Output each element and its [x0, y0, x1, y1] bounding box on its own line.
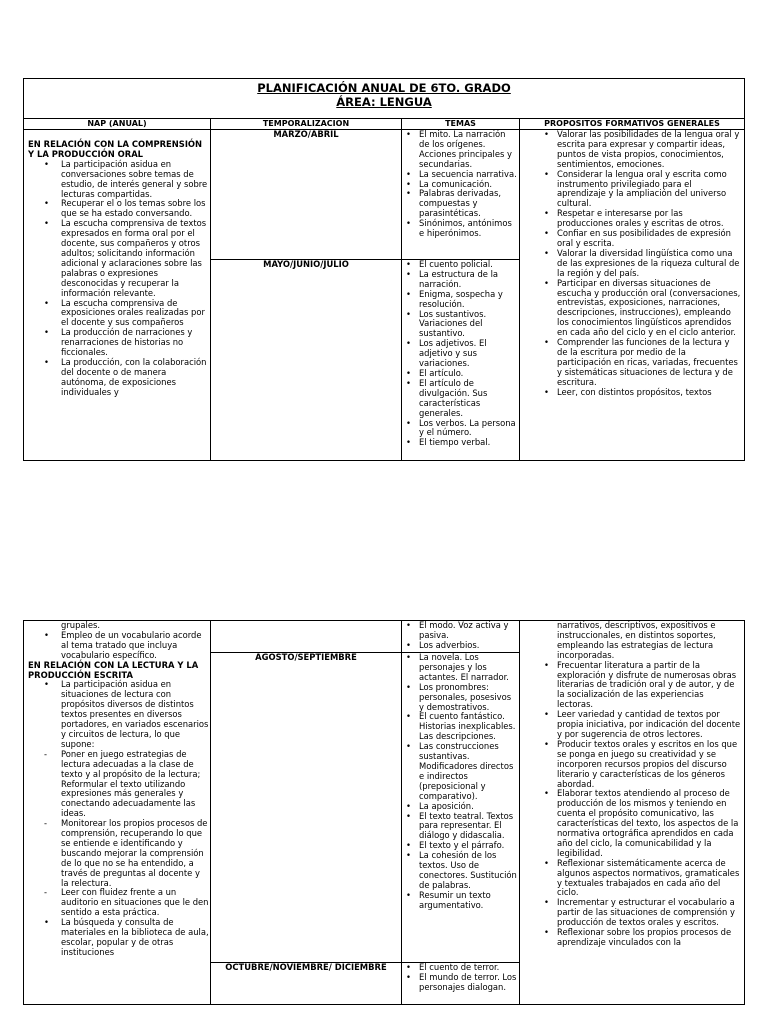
nap-item: [24, 750, 210, 819]
planning-table-page-2: [23, 620, 745, 1005]
tema-item: [402, 290, 519, 310]
bullet-marker: •: [544, 228, 549, 239]
tema-item: [402, 419, 519, 439]
proposito-item: [520, 338, 744, 388]
tema-item: [402, 851, 519, 891]
tema-item-text: El artículo.: [419, 367, 464, 378]
bullet-marker: •: [406, 971, 411, 982]
bullet-marker: •: [544, 927, 549, 938]
bullet-marker: -: [44, 887, 48, 898]
bullet-marker: •: [544, 386, 549, 397]
proposito-item: [520, 661, 744, 711]
proposito-item-text: Considerar la lengua oral y escrita como instrumento privilegiado para el aprendizaje y la ampliación del universo cultural.: [557, 168, 727, 209]
tema-item-text: Los adjetivos. El adjetivo y sus variaciones.: [419, 338, 487, 369]
bullet-marker: •: [406, 308, 411, 319]
tema-item: [402, 973, 519, 993]
nap-item: [24, 160, 210, 200]
temas-list-1b: [402, 653, 519, 911]
tema-item-text: La secuencia narrativa.: [419, 168, 517, 179]
bullet-marker: •: [406, 377, 411, 388]
bullet-marker: •: [406, 653, 411, 662]
bullet-marker: •: [406, 889, 411, 900]
tema-item-text: El mundo de terror. Los personajes dialogan.: [419, 971, 517, 992]
tema-item-text: Los verbos. La persona y el número.: [419, 417, 516, 438]
proposito-item: [520, 229, 744, 249]
nap-item-text: Poner en juego estrategias de lectura adecuadas a la clase de texto y al propósito de la lectura; Reformular el texto utilizando expresiones más generales y conectando adecuadamente las ideas.: [61, 748, 201, 819]
title-line-1: PLANIFICACIÓN ANUAL DE 6TO. GRADO: [257, 81, 511, 95]
bullet-marker: •: [544, 788, 549, 799]
propositos-cell-2: [520, 621, 744, 1004]
period-blank: [211, 621, 401, 653]
proposito-item-text: Participar en diversas situaciones de escucha y producción oral (conversaciones, entrevistas, exposiciones, narraciones, descripciones, instrucciones), empleando los conocimientos lingüísticos aprendidos en cada año del ciclo y en el ciclo anterior.: [557, 277, 741, 338]
tema-item: [402, 219, 519, 239]
bullet-marker: •: [406, 417, 411, 428]
tema-item: [402, 189, 519, 219]
proposito-item: [520, 928, 744, 948]
proposito-item-text: Producir textos orales y escritos en los que se ponga en juego su creatividad y se incorporen recursos propios del discurso literario y características de los géneros abordad.: [557, 738, 738, 789]
proposito-item-text: Confiar en sus posibilidades de expresión oral y escrita.: [557, 228, 731, 248]
proposito-item-text: Incrementar y estructurar el vocabulario a partir de las situaciones de comprensión y producción de textos orales y escritos.: [557, 897, 735, 928]
nap-item-text: Empleo de un vocabulario acorde al tema tratado que incluya vocabulario específico.: [61, 629, 202, 660]
tema-item-text: El tiempo verbal.: [419, 437, 491, 448]
period-marzo-abril: MARZO/ABRIL: [211, 130, 401, 260]
bullet-marker: •: [44, 297, 49, 308]
nap-item-text: La participación asidua en situaciones de lectura con propósitos diversos de distintos textos presentes en diversos portadores, en variados escenarios y circuitos de lectura, lo que supone:: [61, 679, 209, 749]
bullet-marker: •: [406, 963, 411, 972]
nap-item-text: La producción, con la colaboración del docente o de manera autónoma, de exposiciones individuales y: [61, 356, 207, 397]
header-propositos: PROPOSITOS FORMATIVOS GENERALES: [544, 119, 720, 128]
temas-cell: [402, 130, 520, 461]
nap-item: [24, 328, 210, 358]
temporalizacion-cell: [211, 130, 402, 461]
proposito-item: [520, 279, 744, 338]
proposito-item: [520, 710, 744, 740]
bullet-marker: •: [44, 327, 49, 338]
bullet-marker: •: [44, 158, 49, 169]
proposito-item: [520, 249, 744, 279]
tema-item-text: Palabras derivadas, compuestas y parasintéticas.: [419, 188, 501, 219]
bullet-marker: •: [44, 679, 49, 690]
nap-item: [24, 199, 210, 219]
tema-item-text: El texto y el párrafo.: [419, 840, 505, 851]
bullet-marker: •: [406, 800, 411, 811]
proposito-item: [520, 209, 744, 229]
header-temporalizacion: TEMPORALIZACION: [211, 119, 402, 129]
bullet-marker: •: [406, 178, 411, 189]
tema-item-text: La aposición.: [419, 800, 474, 811]
proposito-item-text: Respetar e interesarse por las producciones orales y escritas de otros.: [557, 208, 724, 229]
bullet-marker: •: [544, 168, 549, 179]
tema-item: [402, 712, 519, 742]
tema-item: [402, 130, 519, 170]
bullet-marker: •: [44, 198, 49, 209]
bullet-marker: •: [544, 247, 549, 258]
tema-item-text: El cuento de terror.: [419, 963, 500, 972]
bullet-marker: •: [44, 629, 49, 640]
bullet-marker: -: [44, 818, 48, 829]
temas-list-1: [402, 130, 519, 239]
nap-item: [24, 888, 210, 918]
bullet-marker: •: [544, 208, 549, 219]
bullet-marker: •: [544, 130, 549, 139]
period-agosto-septiembre: AGOSTO/SEPTIEMBRE: [211, 653, 401, 963]
tema-item-text: Los sustantivos. Variaciones del sustantivo.: [419, 308, 487, 339]
tema-item-text: El cuento fantástico. Historias inexplicables. Las descripciones.: [419, 711, 516, 742]
tema-item: [402, 379, 519, 419]
tema-item: [402, 621, 519, 641]
bullet-marker: •: [406, 621, 411, 630]
tema-item-text: La estructura de la narración.: [419, 268, 499, 289]
temas-list-2: [402, 260, 519, 448]
tema-item: [402, 438, 519, 448]
tema-item: [402, 270, 519, 290]
bullet-marker: •: [406, 810, 411, 821]
proposito-item-text: Leer, con distintos propósitos, textos: [557, 386, 712, 397]
bullet-marker: •: [406, 681, 411, 692]
table-header-row: [24, 119, 744, 130]
proposito-item-text: Comprender las funciones de la lectura y de la escritura por medio de la participación en ricas, variadas, frecuentes y sistemáticas situaciones de lectura y de escritura.: [557, 337, 738, 387]
proposito-item-text: Elaborar textos atendiendo al proceso de producción de los mismos y teniendo en cuenta el propósito comunicativo, las características del texto, los aspectos de la normativa ortográfica aprendidos en cada año del ciclo, la comunicabilidad y la legibilidad.: [557, 788, 739, 858]
bullet-marker: •: [406, 168, 411, 179]
bullet-marker: •: [406, 218, 411, 229]
temas-list-0: [402, 621, 519, 651]
bullet-marker: •: [406, 288, 411, 299]
bullet-marker: •: [406, 367, 411, 378]
period-mayo-junio-julio: MAYO/JUNIO/JULIO: [263, 259, 349, 269]
nap-item: [24, 631, 210, 661]
nap-item-text: Recuperar el o los temas sobre los que se ha estado conversando.: [61, 198, 206, 219]
propositos-list-2: [520, 661, 744, 948]
bullet-marker: •: [44, 356, 49, 367]
tema-item-text: El artículo de divulgación. Sus características generales.: [419, 377, 488, 418]
bullet-marker: •: [406, 639, 411, 650]
bullet-marker: •: [544, 897, 549, 908]
bullet-marker: •: [406, 850, 411, 861]
bullet-marker: •: [544, 659, 549, 670]
temas-cell-2: [402, 621, 520, 1004]
nap-list-a: [24, 631, 210, 661]
proposito-item: [520, 789, 744, 858]
tema-item: [402, 812, 519, 842]
bullet-marker: •: [406, 268, 411, 279]
table-body-2: [24, 621, 744, 1004]
title-line-2: ÁREA: LENGUA: [336, 95, 432, 109]
nap-item: [24, 219, 210, 298]
tema-item-text: Resumir un texto argumentativo.: [419, 889, 491, 910]
proposito-item-text: Leer variedad y cantidad de textos por propia iniciativa, por indicación del docente y por sugerencia de otros lectores.: [557, 709, 741, 739]
nap-item-text: Leer con fluidez frente a un auditorio en situaciones que le den sentido a esta práctica.: [61, 887, 209, 918]
tema-item: [402, 310, 519, 340]
proposito-item-text: Reflexionar sobre los propios procesos de aprendizaje vinculados con la: [557, 927, 732, 947]
bullet-marker: •: [406, 338, 411, 349]
tema-item-text: El cuento policial.: [419, 260, 493, 269]
nap-section-heading: EN RELACIÓN CON LA COMPRENSIÓN Y LA PRODUCCIÓN ORAL: [28, 139, 203, 159]
tema-item-text: Enigma, sospecha y resolución.: [419, 288, 503, 309]
bullet-marker: •: [544, 738, 549, 749]
propositos-list: [520, 130, 744, 397]
bullet-marker: •: [544, 857, 549, 868]
bullet-marker: •: [44, 218, 49, 229]
tema-item-text: El texto teatral. Textos para representar. El diálogo y didascalia.: [419, 810, 514, 841]
tema-item-text: Las construcciones sustantivas. Modificadores directos e indirectos (preposicional y comparativo).: [419, 741, 514, 801]
proposito-item: [520, 740, 744, 790]
planning-table-page-1: [23, 78, 745, 461]
nap-item-text: La escucha comprensiva de exposiciones orales realizadas por el docente y sus compañeros: [61, 297, 205, 328]
bullet-marker: •: [544, 709, 549, 720]
temas-list-2b: [402, 963, 519, 993]
propositos-cell: [520, 130, 744, 461]
bullet-marker: •: [406, 188, 411, 199]
header-temas: TEMAS: [402, 119, 520, 129]
proposito-item: [520, 388, 744, 398]
proposito-item-text: Reflexionar sistemáticamente acerca de algunos aspectos normativos, gramaticales y textuales trabajados en cada año del ciclo.: [557, 857, 740, 898]
tema-item-text: La cohesión de los textos. Uso de conectores. Sustitución de palabras.: [419, 850, 517, 890]
bullet-marker: •: [406, 437, 411, 448]
nap-list: [24, 160, 210, 398]
table-title: [24, 79, 744, 119]
tema-item-text: El mito. La narración de los orígenes. Acciones principales y secundarias.: [419, 130, 512, 169]
tema-item-text: Sinónimos, antónimos e hiperónimos.: [419, 218, 512, 239]
tema-item-text: La comunicación.: [419, 178, 493, 189]
bullet-marker: •: [406, 711, 411, 722]
nap-list-b: [24, 680, 210, 957]
tema-item: [402, 641, 519, 651]
bullet-marker: •: [44, 917, 49, 928]
table-body: [24, 130, 744, 461]
bullet-marker: •: [544, 277, 549, 288]
nap-cont: grupales.: [61, 621, 101, 630]
nap-item-text: La búsqueda y consulta de materiales en la biblioteca de aula, escolar, popular y de otras instituciones: [61, 917, 209, 957]
propositos-cont-list: [520, 621, 744, 661]
tema-item: [402, 742, 519, 801]
tema-item-text: Los adverbios.: [419, 639, 480, 650]
tema-item: [402, 653, 519, 683]
header-nap: NAP (ANUAL): [24, 119, 211, 129]
proposito-item-text: Valorar las posibilidades de la lengua oral y escrita para expresar y compartir ideas, puntos de vista propios, conocimientos, sentimientos, emociones.: [557, 130, 740, 169]
bullet-marker: •: [406, 741, 411, 752]
nap-cell-2: [24, 621, 211, 1004]
proposito-item: [520, 859, 744, 899]
bullet-marker: •: [544, 337, 549, 348]
nap-item: [24, 680, 210, 749]
temporalizacion-cell-2: [211, 621, 402, 1004]
nap-cell: [24, 130, 211, 461]
tema-item-text: La novela. Los personajes y los actantes. El narrador.: [419, 653, 509, 682]
proposito-item: [520, 130, 744, 170]
nap-item: [24, 819, 210, 888]
bullet-marker: •: [406, 130, 411, 139]
nap-item: [24, 358, 210, 398]
nap-item: [24, 299, 210, 329]
tema-item-text: Los pronombres: personales, posesivos y demostrativos.: [419, 681, 512, 712]
proposito-item: [520, 898, 744, 928]
tema-item: [402, 891, 519, 911]
bullet-marker: -: [44, 748, 48, 759]
nap-item-text: La producción de narraciones y renarraciones de historias no ficcionales.: [61, 327, 193, 358]
proposito-item: [520, 170, 744, 210]
tema-item: [402, 339, 519, 369]
proposito-item-text: Frecuentar literatura a partir de la exploración y disfrute de numerosas obras literarias de tradición oral y de autor, y de la socialización de las experiencias lectoras.: [557, 659, 737, 710]
nap-item-text: Monitorear los propios procesos de comprensión, recuperando lo que se entiende e identificando y buscando mejorar la comprensión de lo que no se ha entendido, a través de preguntas al docente y la relectura.: [61, 818, 208, 888]
period-octubre-diciembre: OCTUBRE/NOVIEMBRE/ DICIEMBRE: [225, 962, 387, 972]
nap-item: [24, 918, 210, 958]
tema-item: [402, 683, 519, 713]
tema-item-text: El modo. Voz activa y pasiva.: [419, 621, 509, 640]
propositos-cont: narrativos, descriptivos, expositivos e instruccionales, en distintos soportes, empleando las estrategias de lectura incorporadas.: [557, 621, 716, 660]
bullet-marker: •: [406, 840, 411, 851]
nap-section-heading-2: EN RELACIÓN CON LA LECTURA Y LA PRODUCCIÓN ESCRITA: [28, 659, 199, 680]
nap-item-text: La escucha comprensiva de textos expresados en forma oral por el docente, sus compañeros y otros adultos; solicitando información adicional y aclaraciones sobre las palabras o expresiones desconocidas y recuperar la información relevante.: [61, 218, 207, 298]
nap-item-text: La participación asidua en conversaciones sobre temas de estudio, de interés general y sobre lecturas compartidas.: [61, 158, 208, 199]
bullet-marker: •: [406, 260, 411, 269]
proposito-item-text: Valorar la diversidad lingüística como una de las expresiones de la riqueza cultural de la región y del país.: [557, 247, 740, 278]
